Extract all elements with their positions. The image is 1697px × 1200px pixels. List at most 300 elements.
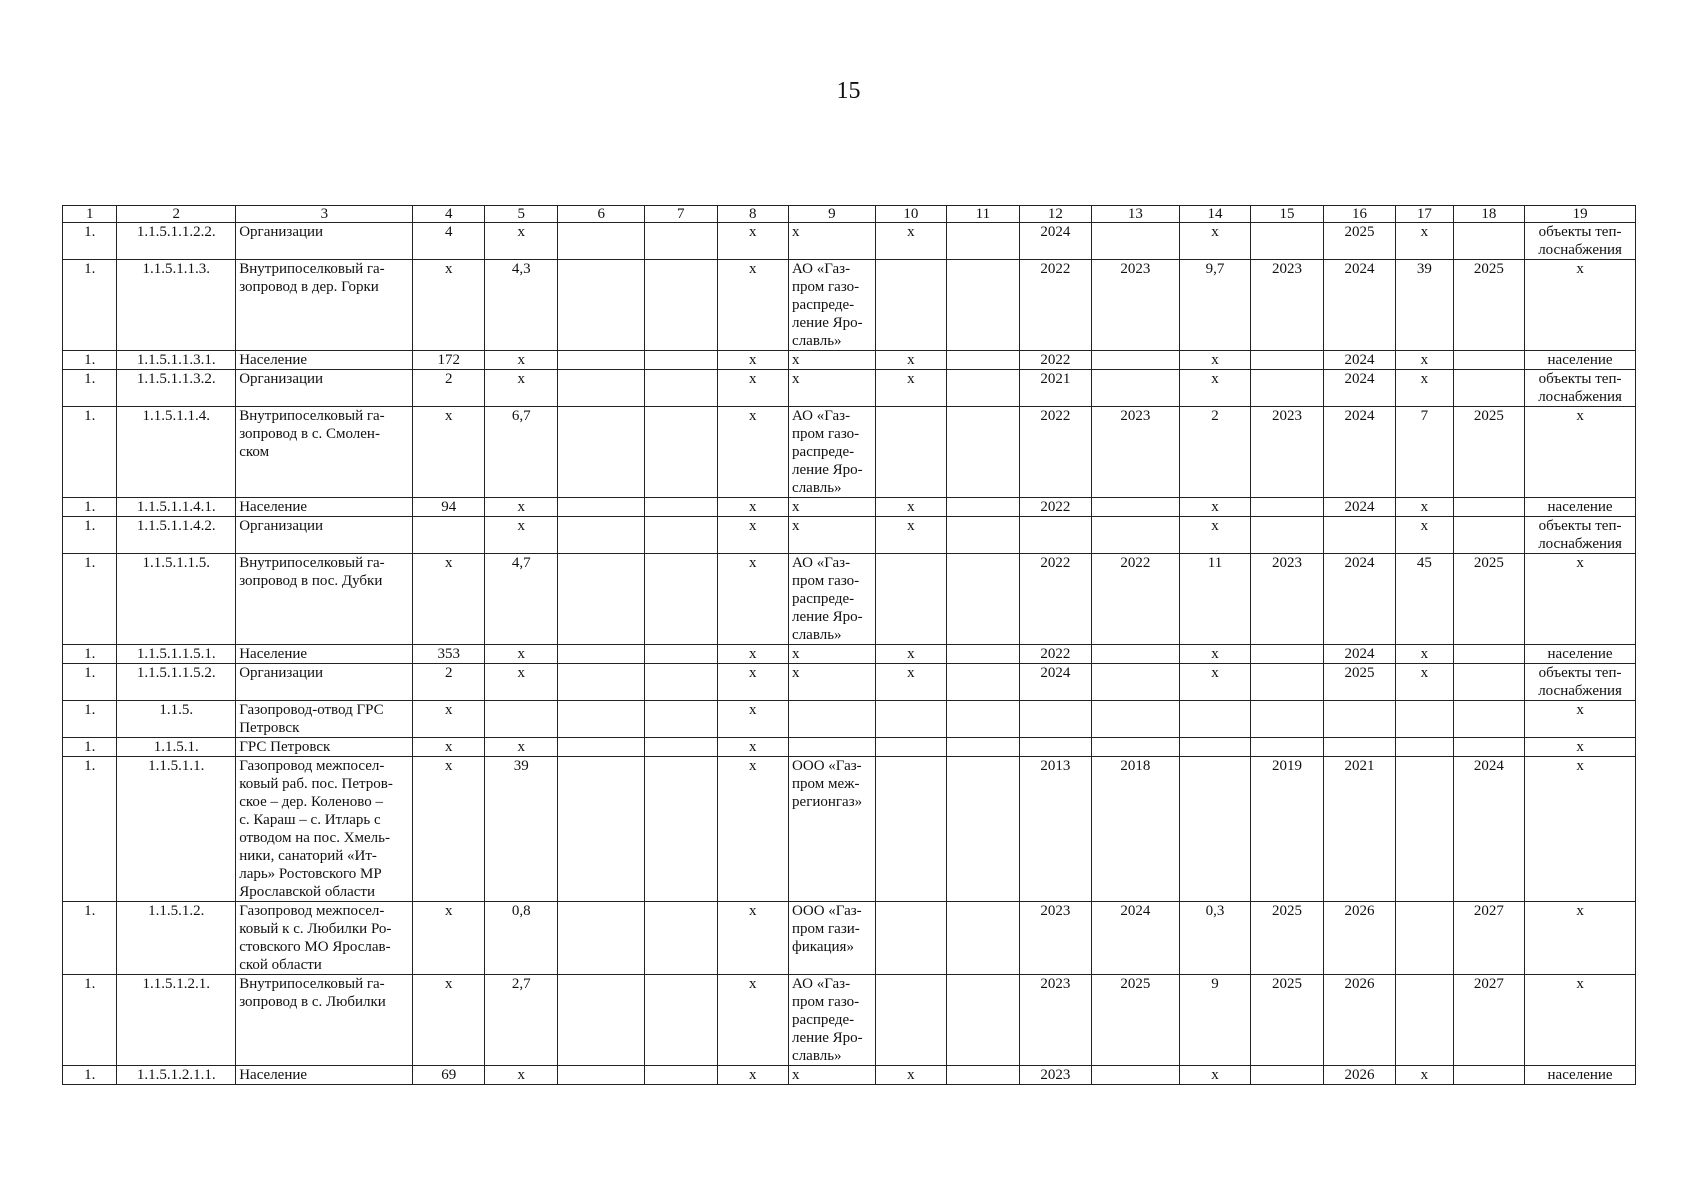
header-cell: 5 — [484, 206, 558, 223]
table-cell: 1. — [63, 738, 117, 757]
table-cell: х — [413, 407, 485, 498]
table-cell — [947, 757, 1020, 902]
table-cell: Газопровод-отвод ГРС Петровск — [236, 701, 413, 738]
table-cell — [1251, 498, 1324, 517]
header-cell: 6 — [558, 206, 645, 223]
table-cell: х — [1525, 738, 1636, 757]
table-cell — [947, 1066, 1020, 1085]
table-cell — [1396, 902, 1453, 975]
table-cell: 2022 — [1019, 554, 1092, 645]
table-cell — [1092, 1066, 1180, 1085]
table-cell — [645, 701, 718, 738]
table-cell — [1251, 1066, 1324, 1085]
table-cell: х — [717, 223, 789, 260]
table-row — [63, 370, 1636, 407]
header-cell: 19 — [1525, 206, 1636, 223]
table-row — [63, 223, 1636, 260]
table-cell — [558, 554, 645, 645]
table-cell — [947, 260, 1020, 351]
table-cell: 2 — [1179, 407, 1251, 498]
table-cell: 1. — [63, 975, 117, 1066]
table-cell — [558, 260, 645, 351]
table-cell — [875, 554, 947, 645]
table-cell: 2021 — [1323, 757, 1396, 902]
table-cell: х — [413, 757, 485, 902]
header-cell: 1 — [63, 206, 117, 223]
table-cell: х — [413, 902, 485, 975]
table-cell: 4 — [413, 223, 485, 260]
table-cell: 2023 — [1019, 1066, 1092, 1085]
table-cell: х — [717, 664, 789, 701]
table-cell: АО «Газ- пром газо- распреде- ление Яро- славль» — [789, 554, 876, 645]
table-cell — [789, 701, 876, 738]
table-cell — [1092, 517, 1180, 554]
table-cell: 2025 — [1251, 902, 1324, 975]
table-cell: 7 — [1396, 407, 1453, 498]
table-cell: 2022 — [1092, 554, 1180, 645]
table-cell — [1092, 498, 1180, 517]
table-cell — [947, 554, 1020, 645]
table-cell: х — [789, 517, 876, 554]
table-row — [63, 517, 1636, 554]
table-cell — [645, 738, 718, 757]
table-cell — [1323, 701, 1396, 738]
table-cell — [1092, 645, 1180, 664]
table-cell: 1.1.5.1.2. — [117, 902, 236, 975]
table-cell — [558, 370, 645, 407]
table-cell: х — [1179, 498, 1251, 517]
table-cell: 1. — [63, 645, 117, 664]
table-cell: 1. — [63, 757, 117, 902]
table-cell — [558, 1066, 645, 1085]
table-cell: 2024 — [1019, 223, 1092, 260]
table-cell: 1.1.5.1.2.1. — [117, 975, 236, 1066]
table-cell — [1251, 517, 1324, 554]
table-cell: Население — [236, 498, 413, 517]
table-cell: х — [789, 1066, 876, 1085]
table-cell: х — [1396, 645, 1453, 664]
table-cell: х — [1396, 498, 1453, 517]
table-cell: Внутрипоселковый га- зопровод в дер. Горки — [236, 260, 413, 351]
table-cell: 2026 — [1323, 902, 1396, 975]
page-number: 15 — [836, 78, 861, 104]
table-cell: АО «Газ- пром газо- распреде- ление Яро- славль» — [789, 260, 876, 351]
table-cell: 1.1.5.1.1.2.2. — [117, 223, 236, 260]
header-cell: 17 — [1396, 206, 1453, 223]
table-cell — [1453, 370, 1525, 407]
table-cell: 1. — [63, 260, 117, 351]
table-cell: 1. — [63, 664, 117, 701]
table-cell — [1453, 517, 1525, 554]
table-cell — [558, 351, 645, 370]
table-cell — [645, 645, 718, 664]
table-cell: х — [789, 351, 876, 370]
table-cell — [645, 757, 718, 902]
table-cell — [1396, 757, 1453, 902]
table-cell: 39 — [484, 757, 558, 902]
table-cell: 2024 — [1323, 260, 1396, 351]
table-cell: х — [717, 260, 789, 351]
table-cell: х — [789, 498, 876, 517]
table-cell: 94 — [413, 498, 485, 517]
header-cell: 8 — [717, 206, 789, 223]
table-cell: х — [717, 517, 789, 554]
table-cell — [875, 975, 947, 1066]
table-cell — [645, 223, 718, 260]
table-cell: х — [789, 664, 876, 701]
table-cell: 2023 — [1251, 407, 1324, 498]
table-cell — [947, 498, 1020, 517]
header-cell: 4 — [413, 206, 485, 223]
table-cell: х — [1179, 645, 1251, 664]
table-cell: 2026 — [1323, 975, 1396, 1066]
table-cell: 2019 — [1251, 757, 1324, 902]
table-cell — [645, 975, 718, 1066]
table-cell — [558, 407, 645, 498]
table-cell — [645, 351, 718, 370]
table-cell — [558, 498, 645, 517]
table-cell — [645, 1066, 718, 1085]
table-cell: Население — [236, 351, 413, 370]
header-cell: 11 — [947, 206, 1020, 223]
table-cell: 69 — [413, 1066, 485, 1085]
table-cell — [645, 554, 718, 645]
header-cell: 15 — [1251, 206, 1324, 223]
table-cell: х — [413, 701, 485, 738]
table-cell: х — [789, 223, 876, 260]
table-cell: х — [484, 664, 558, 701]
table-cell: 1.1.5.1.1.4.2. — [117, 517, 236, 554]
table-cell: х — [484, 645, 558, 664]
table-cell — [1092, 664, 1180, 701]
table-cell: 9 — [1179, 975, 1251, 1066]
table-cell: х — [875, 351, 947, 370]
table-cell — [558, 902, 645, 975]
table-cell: 1.1.5.1.1.3.2. — [117, 370, 236, 407]
table-cell — [1396, 738, 1453, 757]
table-cell: х — [789, 645, 876, 664]
table-cell: х — [717, 757, 789, 902]
table-cell: 0,8 — [484, 902, 558, 975]
table-cell: 4,3 — [484, 260, 558, 351]
table-cell — [875, 701, 947, 738]
table-cell: х — [484, 223, 558, 260]
table-cell: 2013 — [1019, 757, 1092, 902]
header-cell: 3 — [236, 206, 413, 223]
header-cell: 7 — [645, 206, 718, 223]
table-cell: х — [875, 1066, 947, 1085]
header-cell: 13 — [1092, 206, 1180, 223]
table-cell: 0,3 — [1179, 902, 1251, 975]
table-cell — [947, 223, 1020, 260]
table-cell — [645, 498, 718, 517]
table-cell — [1323, 738, 1396, 757]
table-row — [63, 975, 1636, 1066]
table-cell — [875, 738, 947, 757]
table-cell — [645, 260, 718, 351]
table-cell: х — [484, 517, 558, 554]
table-cell: 2018 — [1092, 757, 1180, 902]
table-cell: 1.1.5.1.1.5. — [117, 554, 236, 645]
table-cell: 1.1.5.1.2.1.1. — [117, 1066, 236, 1085]
table-cell: Население — [236, 645, 413, 664]
table-cell: 1. — [63, 517, 117, 554]
table-cell: ООО «Газ- пром гази- фикация» — [789, 902, 876, 975]
table-cell: х — [1179, 517, 1251, 554]
header-cell: 9 — [789, 206, 876, 223]
table-cell: х — [875, 498, 947, 517]
table-row — [63, 738, 1636, 757]
table-cell: 1.1.5.1.1.4. — [117, 407, 236, 498]
table-cell: х — [1525, 902, 1636, 975]
table-cell — [947, 701, 1020, 738]
table-cell: население — [1525, 351, 1636, 370]
table-cell: х — [413, 738, 485, 757]
table-cell: 2023 — [1092, 407, 1180, 498]
table-cell — [875, 260, 947, 351]
table-cell: 2 — [413, 370, 485, 407]
table-cell: х — [1525, 407, 1636, 498]
table-cell: Газопровод межпосел- ковый к с. Любилки Ро- стовского МО Ярослав- ской области — [236, 902, 413, 975]
table-cell: х — [484, 351, 558, 370]
table-cell: х — [717, 701, 789, 738]
table-cell: объекты теп- лоснабжения — [1525, 370, 1636, 407]
table-cell: х — [1396, 664, 1453, 701]
table-cell — [1251, 645, 1324, 664]
table-cell — [947, 407, 1020, 498]
table-cell — [1251, 223, 1324, 260]
table-row — [63, 757, 1636, 902]
table-cell: 2023 — [1251, 260, 1324, 351]
table-row — [63, 902, 1636, 975]
table-row — [63, 664, 1636, 701]
table-cell — [1251, 664, 1324, 701]
table-cell — [1019, 517, 1092, 554]
table-cell — [1092, 351, 1180, 370]
table-cell — [1092, 370, 1180, 407]
table-cell — [558, 223, 645, 260]
table-cell: 2025 — [1453, 554, 1525, 645]
table-cell: 172 — [413, 351, 485, 370]
table-cell: х — [875, 370, 947, 407]
table-cell: 1.1.5.1. — [117, 738, 236, 757]
table-cell — [1179, 738, 1251, 757]
table-cell: объекты теп- лоснабжения — [1525, 517, 1636, 554]
table-cell — [947, 664, 1020, 701]
table-cell — [1453, 498, 1525, 517]
table-cell: АО «Газ- пром газо- распреде- ление Яро- славль» — [789, 975, 876, 1066]
header-cell: 12 — [1019, 206, 1092, 223]
table-cell — [1251, 738, 1324, 757]
table-row — [63, 1066, 1636, 1085]
table-cell: х — [413, 975, 485, 1066]
table-cell — [558, 975, 645, 1066]
table-cell — [947, 975, 1020, 1066]
header-cell: 2 — [117, 206, 236, 223]
table-cell — [558, 738, 645, 757]
table-cell: 2025 — [1323, 223, 1396, 260]
table-cell: 45 — [1396, 554, 1453, 645]
table-cell: ГРС Петровск — [236, 738, 413, 757]
table-cell — [1179, 701, 1251, 738]
header-cell: 14 — [1179, 206, 1251, 223]
table-cell — [1396, 701, 1453, 738]
table-cell: 1. — [63, 223, 117, 260]
table-cell: Организации — [236, 370, 413, 407]
table-cell: х — [875, 223, 947, 260]
table-cell: 2024 — [1323, 645, 1396, 664]
table-cell: х — [484, 738, 558, 757]
table-cell — [1179, 757, 1251, 902]
table-cell — [645, 517, 718, 554]
table-cell: 1. — [63, 701, 117, 738]
table-cell: х — [484, 1066, 558, 1085]
table-cell: 2027 — [1453, 975, 1525, 1066]
table-cell: 1.1.5.1.1.5.1. — [117, 645, 236, 664]
table-cell: 6,7 — [484, 407, 558, 498]
header-row — [63, 206, 1636, 223]
table-cell — [1251, 370, 1324, 407]
table-cell: Организации — [236, 223, 413, 260]
header-cell: 18 — [1453, 206, 1525, 223]
table-cell: 2024 — [1453, 757, 1525, 902]
table-cell: 2025 — [1323, 664, 1396, 701]
table-row — [63, 498, 1636, 517]
table-cell: 2024 — [1323, 351, 1396, 370]
table-cell: х — [875, 664, 947, 701]
table-row — [63, 701, 1636, 738]
table-cell: х — [717, 554, 789, 645]
table-cell: 1. — [63, 1066, 117, 1085]
table-cell: 2025 — [1453, 407, 1525, 498]
table-cell: х — [1396, 1066, 1453, 1085]
table-cell: 2025 — [1092, 975, 1180, 1066]
table-cell: 1.1.5.1.1.4.1. — [117, 498, 236, 517]
table-cell: х — [1525, 701, 1636, 738]
table-cell — [1092, 738, 1180, 757]
table-cell: х — [717, 902, 789, 975]
table-cell — [947, 738, 1020, 757]
table-cell: 2026 — [1323, 1066, 1396, 1085]
table-cell: х — [717, 370, 789, 407]
table-cell: х — [1525, 975, 1636, 1066]
table-cell — [875, 902, 947, 975]
table-cell: Газопровод межпосел- ковый раб. пос. Петров- ское – дер. Коленово – с. Караш – с. Итларь с отводом на пос. Хмель- ники, санаторий «Ит- ларь» Ростовского МР Ярославской области — [236, 757, 413, 902]
table-cell: объекты теп- лоснабжения — [1525, 223, 1636, 260]
table-cell — [875, 407, 947, 498]
table-cell: х — [1179, 351, 1251, 370]
table-cell: х — [717, 351, 789, 370]
table-cell: х — [1396, 223, 1453, 260]
table-cell: х — [1179, 1066, 1251, 1085]
table-cell: х — [1525, 757, 1636, 902]
table-cell: х — [1179, 370, 1251, 407]
table-cell: 2022 — [1019, 351, 1092, 370]
table-cell: 1.1.5.1.1.3.1. — [117, 351, 236, 370]
table-cell: 2024 — [1323, 498, 1396, 517]
table-cell — [1092, 223, 1180, 260]
table-cell: х — [413, 260, 485, 351]
table-cell: 2024 — [1323, 370, 1396, 407]
table-cell: 2024 — [1323, 407, 1396, 498]
table-cell — [645, 407, 718, 498]
table-cell — [1019, 701, 1092, 738]
table-cell — [1019, 738, 1092, 757]
table-cell: х — [1396, 351, 1453, 370]
table-cell: 1.1.5.1.1.5.2. — [117, 664, 236, 701]
table-cell: 2 — [413, 664, 485, 701]
table-cell — [1396, 975, 1453, 1066]
table-cell — [1323, 517, 1396, 554]
table-cell — [1453, 223, 1525, 260]
table-body — [63, 223, 1636, 1085]
table-cell: 9,7 — [1179, 260, 1251, 351]
table-cell: 2022 — [1019, 645, 1092, 664]
table-cell — [645, 902, 718, 975]
table-row — [63, 407, 1636, 498]
header-cell: 16 — [1323, 206, 1396, 223]
table-cell: 11 — [1179, 554, 1251, 645]
table-cell: 2022 — [1019, 260, 1092, 351]
table-cell — [1453, 701, 1525, 738]
table-cell: х — [1179, 664, 1251, 701]
table-cell: 2025 — [1453, 260, 1525, 351]
table-cell: 2022 — [1019, 498, 1092, 517]
table-cell — [645, 664, 718, 701]
table-cell: 2023 — [1019, 902, 1092, 975]
table-cell: ООО «Газ- пром меж- регионгаз» — [789, 757, 876, 902]
table-cell — [645, 370, 718, 407]
table-cell: х — [717, 975, 789, 1066]
table-cell: 1. — [63, 554, 117, 645]
table-cell: 2021 — [1019, 370, 1092, 407]
table-cell: Внутрипоселковый га- зопровод в пос. Дубки — [236, 554, 413, 645]
table-cell: 353 — [413, 645, 485, 664]
table-cell: 2025 — [1251, 975, 1324, 1066]
table-cell — [947, 517, 1020, 554]
table-row — [63, 351, 1636, 370]
table-cell: х — [484, 370, 558, 407]
table-cell: х — [875, 645, 947, 664]
table-cell — [947, 902, 1020, 975]
table-cell — [1453, 351, 1525, 370]
table-cell: 1. — [63, 498, 117, 517]
table-cell: 1. — [63, 351, 117, 370]
table-cell: население — [1525, 645, 1636, 664]
table-cell: х — [717, 645, 789, 664]
table-cell: 1.1.5. — [117, 701, 236, 738]
table-cell: 1. — [63, 407, 117, 498]
table-cell: х — [717, 498, 789, 517]
table-cell: объекты теп- лоснабжения — [1525, 664, 1636, 701]
table-cell — [484, 701, 558, 738]
table-cell: 2023 — [1092, 260, 1180, 351]
table-cell — [1251, 701, 1324, 738]
table-cell: Внутрипоселковый га- зопровод в с. Смолен- ском — [236, 407, 413, 498]
table-cell: х — [1525, 260, 1636, 351]
table-cell — [1453, 645, 1525, 664]
table-cell — [558, 664, 645, 701]
table-cell: 1.1.5.1.1. — [117, 757, 236, 902]
table-cell — [558, 757, 645, 902]
table-cell: х — [789, 370, 876, 407]
table-cell — [789, 738, 876, 757]
table-cell: 1. — [63, 902, 117, 975]
table-cell: х — [484, 498, 558, 517]
table-cell: население — [1525, 1066, 1636, 1085]
table-cell — [1453, 664, 1525, 701]
table-cell — [875, 757, 947, 902]
